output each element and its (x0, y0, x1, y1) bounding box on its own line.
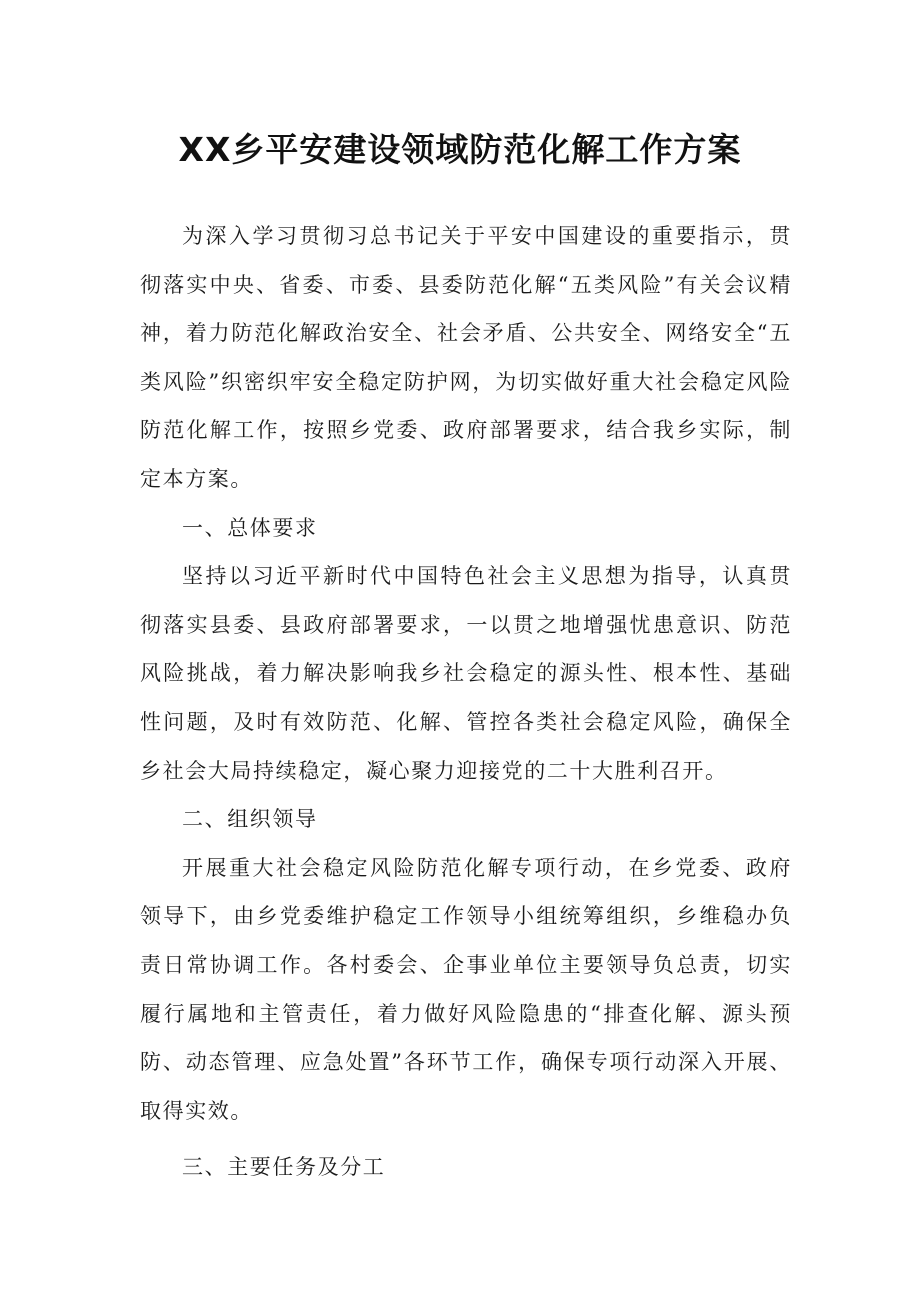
section-heading-organization: 二、组织领导 (182, 807, 318, 832)
general-requirements-paragraph: 坚持以习近平新时代中国特色社会主义思想为指导，认真贯彻落实县委、县政府部署要求，一以贯之地增强忧患意识、防范风险挑战，着力解决影响我乡社会稳定的源头性、根本性、基础性问题，及时有效防范、化解、管控各类社会稳定风险，确保全乡社会大局持续稳定，凝心聚力迎接党的二十大胜利召开。 (140, 564, 792, 783)
document-title: XX乡平安建设领域防范化解工作方案 (178, 130, 742, 169)
organization-paragraph: 开展重大社会稳定风险防范化解专项行动，在乡党委、政府领导下，由乡党委维护稳定工作领导小组统筹组织，乡维稳办负责日常协调工作。各村委会、企事业单位主要领导负总责，切实履行属地和主管责任，着力做好风险隐患的“排查化解、源头预防、动态管理、应急处置”各环节工作，确保专项行动深入开展、取得实效。 (140, 855, 792, 1123)
section-heading-general-requirements: 一、总体要求 (182, 515, 318, 540)
intro-paragraph: 为深入学习贯彻习总书记关于平安中国建设的重要指示，贯彻落实中央、省委、市委、县委防范化解“五类风险”有关会议精神，着力防范化解政治安全、社会矛盾、公共安全、网络安全“五类风险”织密织牢安全稳定防护网，为切实做好重大社会稳定风险防范化解工作，按照乡党委、政府部署要求，结合我乡实际，制定本方案。 (140, 224, 792, 491)
document-body (140, 212, 792, 1192)
section-heading-main-tasks: 三、主要任务及分工 (182, 1155, 386, 1180)
